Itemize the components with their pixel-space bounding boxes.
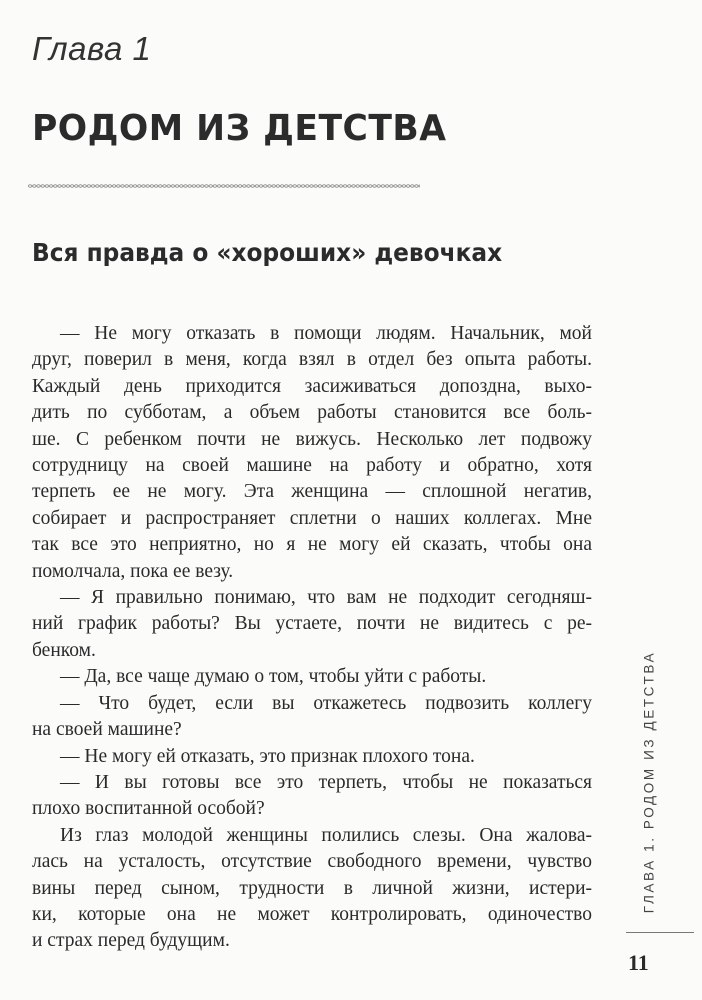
page-number-rule (626, 932, 694, 933)
body-text (32, 321, 592, 955)
body-line: и страх перед будущим. (32, 930, 230, 952)
body-line: помолчала, пока ее везу. (32, 560, 234, 582)
body-line: — Я правильно понимаю, что вам не подходит сегодняш- (60, 587, 592, 609)
body-line: ний график работы? Вы устаете, почти не видитесь с ре- (32, 613, 592, 635)
body-line: Каждый день приходится засиживаться допоздна, выхо- (32, 375, 592, 397)
body-line: лась на усталость, отсутствие свободного времени, чувство (32, 851, 592, 873)
body-line: Из глаз молодой женщины полились слезы. Она жалова- (60, 824, 592, 846)
body-line: вины перед сыном, трудности в личной жизни, истери- (32, 877, 592, 899)
body-line: сотрудницу на своей машине на работу и обратно, хотя (32, 455, 592, 477)
body-line: — Не могу отказать в помощи людям. Начальник, мой (60, 323, 592, 344)
body-line: терпеть ее не могу. Эта женщина — сплошной негатив, (32, 481, 592, 503)
body-line: — Не могу ей отказать, это признак плохого тона. (60, 745, 475, 767)
body-line: плохо воспитанной особой? (32, 798, 265, 820)
body-line: собирает и распространяет сплетни о наших коллегах. Мне (32, 507, 592, 529)
body-line: — И вы готовы все это терпеть, чтобы не показаться (60, 771, 592, 793)
body-line: — Да, все чаще думаю о том, чтобы уйти с работы. (60, 666, 487, 688)
section-title: Вся правда о «хороших» девочках (32, 238, 503, 267)
body-line: ше. С ребенком почти не вижусь. Несколько лет подвожу (32, 428, 592, 450)
page-number: 11 (628, 950, 649, 975)
body-line: друг, поверил в меня, когда взял в отдел без опыта работы. (32, 349, 592, 371)
chapter-title: РОДОМ ИЗ ДЕТСТВА (32, 108, 447, 149)
body-line: так все это неприятно, но я не могу ей сказать, чтобы она (32, 534, 592, 556)
running-head-text: ГЛАВА 1. РОДОМ ИЗ ДЕТСТВА (641, 650, 657, 914)
chapter-label: Глава 1 (32, 30, 152, 67)
body-line: ки, которые она не может контролировать, одиночество (32, 903, 592, 925)
body-line: на своей машине? (32, 719, 182, 741)
body-line: — Что будет, если вы откажетесь подвозить коллегу (60, 692, 592, 714)
body-line: бенком. (32, 639, 96, 661)
body-line: дить по субботам, а объем работы становится все боль- (32, 402, 592, 424)
running-head (636, 650, 662, 914)
decorative-ornament-divider (28, 182, 420, 190)
